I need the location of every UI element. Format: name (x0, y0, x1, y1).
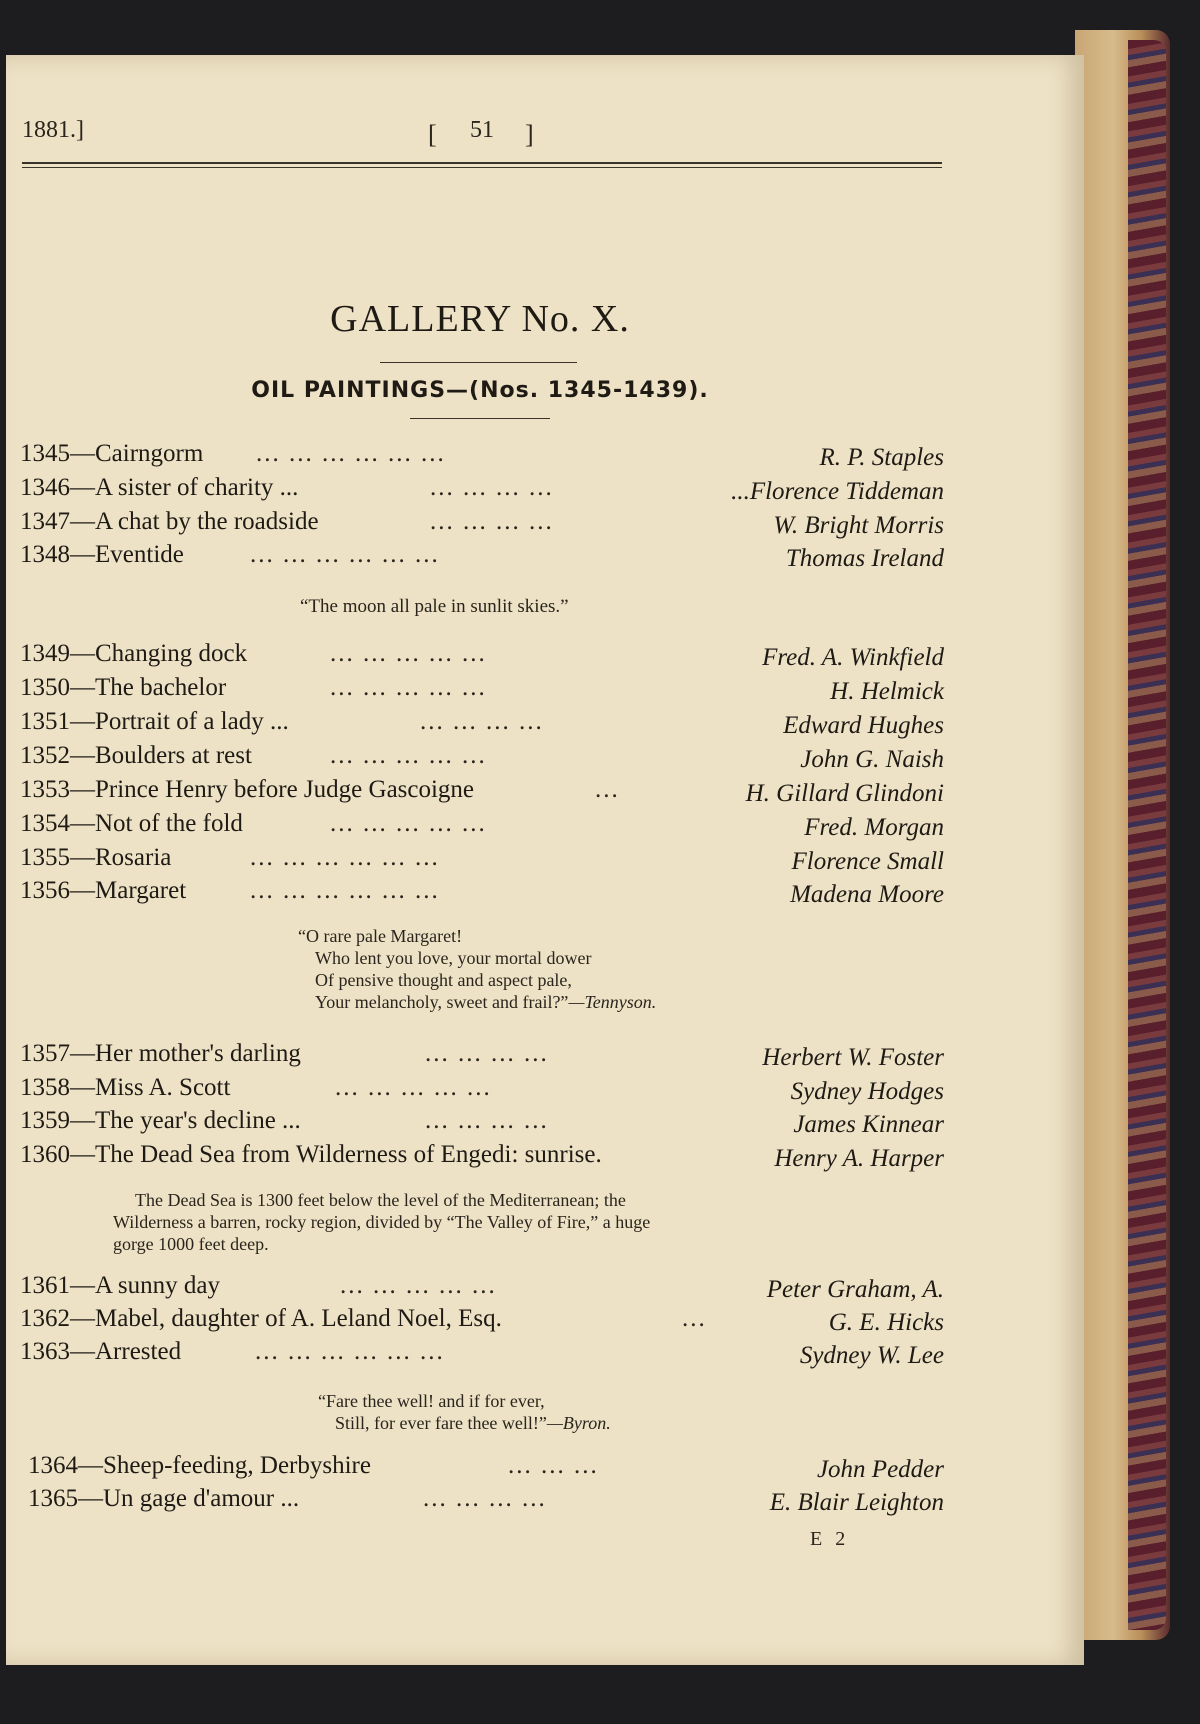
leader-dots: ... ... ... ... ... (335, 1074, 492, 1101)
quote-margaret (298, 925, 656, 1013)
entry-title: 1349—Changing dock (20, 640, 248, 667)
catalogue-entry (20, 1040, 944, 1074)
leader-dots: ... ... ... ... (430, 474, 554, 501)
catalogue-entry (28, 1485, 944, 1519)
leader-dots: ... ... ... ... ... (330, 742, 487, 769)
entry-artist: Fred. Morgan (804, 814, 944, 841)
entry-title: 1360—The Dead Sea from Wilderness of Engedi: sunrise. (20, 1141, 602, 1168)
leader-dots: ... ... ... ... ... ... (250, 541, 440, 568)
leader-dots: ... ... ... ... ... ... (256, 440, 446, 467)
gallery-title: GALLERY No. X. (330, 298, 630, 340)
leader-dots: ... ... ... ... ... (330, 640, 487, 667)
quote-attribution: —Tennyson. (568, 992, 657, 1012)
section-subtitle: OIL PAINTINGS—(Nos. 1345-1439). (251, 378, 709, 403)
catalogue-entry (20, 708, 944, 742)
quote-line: Still, for ever fare thee well!” (335, 1413, 547, 1433)
catalogue-entry (20, 1272, 944, 1306)
entry-artist: Sydney Hodges (790, 1078, 944, 1105)
page-number: 51 (470, 117, 494, 143)
header-bracket-open: [ (428, 120, 437, 149)
header-bracket-close: ] (525, 120, 534, 149)
catalogue-entry (20, 1338, 944, 1372)
catalogue-entry (20, 474, 944, 508)
entry-artist: Henry A. Harper (774, 1145, 944, 1172)
entry-title: 1362—Mabel, daughter of A. Leland Noel, Esq. (20, 1305, 502, 1332)
leader-dots: ... ... ... ... ... (330, 674, 487, 701)
entry-artist: H. Gillard Glindoni (745, 780, 944, 807)
catalogue-entry (20, 674, 944, 708)
catalogue-entry (20, 1107, 944, 1141)
catalogue-entry (28, 1452, 944, 1486)
entry-title: 1352—Boulders at rest (20, 742, 252, 769)
entry-title: 1365—Un gage d'amour ... (28, 1485, 300, 1512)
entry-title: 1363—Arrested (20, 1338, 182, 1365)
note-line: The Dead Sea is 1300 feet below the level of the Mediterranean; the (135, 1190, 626, 1210)
leader-dots: ... ... ... ... ... ... (250, 877, 440, 904)
entry-title: 1358—Miss A. Scott (20, 1074, 231, 1101)
entry-artist: Fred. A. Winkfield (762, 644, 944, 671)
catalogue-entry (20, 440, 944, 474)
header-rule (22, 162, 942, 164)
note-dead-sea (113, 1189, 873, 1255)
catalogue-entry (20, 844, 944, 878)
catalogue-entry (20, 776, 944, 810)
leader-dots: ... (682, 1305, 707, 1332)
entry-artist: Thomas Ireland (785, 545, 944, 572)
entry-title: 1353—Prince Henry before Judge Gascoigne (20, 776, 475, 803)
leader-dots: ... ... ... ... (425, 1107, 549, 1134)
entry-title: 1347—A chat by the roadside (20, 508, 319, 535)
entry-artist: Sydney W. Lee (799, 1342, 944, 1369)
entry-artist: H. Helmick (830, 678, 944, 705)
entry-artist: Edward Hughes (783, 712, 944, 739)
leader-dots: ... ... ... ... (420, 708, 544, 735)
leader-dots: ... ... ... ... (430, 508, 554, 535)
entry-title: 1354—Not of the fold (20, 810, 243, 837)
entry-artist: John Pedder (816, 1456, 944, 1483)
entry-artist: Herbert W. Foster (762, 1044, 944, 1071)
quote-line: Who lent you love, your mortal dower (315, 948, 592, 968)
entry-title: 1346—A sister of charity ... (20, 474, 299, 501)
marbled-edge (1128, 40, 1166, 1630)
catalogue-entry (20, 1305, 944, 1339)
entry-artist: Peter Graham, A. (766, 1276, 944, 1303)
leader-dots: ... ... ... ... (423, 1485, 547, 1512)
catalogue-entry (20, 640, 944, 674)
leader-dots: ... ... ... (508, 1452, 599, 1479)
quote-attribution: —Byron. (546, 1413, 611, 1433)
header-rule-thin (22, 167, 942, 168)
quote-byron (318, 1390, 611, 1434)
catalogue-entry (20, 1074, 944, 1108)
entry-artist: Florence Small (791, 848, 944, 875)
entry-artist: W. Bright Morris (773, 512, 944, 539)
note-line: gorge 1000 feet deep. (113, 1234, 269, 1254)
catalogue-entry (20, 810, 944, 844)
catalogue-entry (20, 541, 944, 575)
catalogue-entry (20, 508, 944, 542)
entry-artist: ...Florence Tiddeman (731, 478, 944, 505)
entry-title: 1359—The year's decline ... (20, 1107, 301, 1134)
entry-artist: R. P. Staples (819, 444, 944, 471)
quote-moon: “The moon all pale in sunlit skies.” (300, 596, 569, 617)
quote-line: “O rare pale Margaret! (298, 926, 463, 946)
leader-dots: ... ... ... ... ... (340, 1272, 497, 1299)
entry-title: 1351—Portrait of a lady ... (20, 708, 289, 735)
entry-artist: G. E. Hicks (828, 1309, 944, 1336)
entry-title: 1345—Cairngorm (20, 440, 204, 467)
quote-line: “Fare thee well! and if for ever, (318, 1391, 545, 1411)
title-rule (380, 362, 577, 363)
header-year: 1881.] (22, 117, 84, 143)
entry-title: 1364—Sheep-feeding, Derbyshire (28, 1452, 371, 1479)
entry-artist: John G. Naish (800, 746, 944, 773)
quote-line: Of pensive thought and aspect pale, (315, 970, 572, 990)
entry-artist: Madena Moore (790, 881, 944, 908)
subtitle-rule (410, 418, 550, 419)
leader-dots: ... ... ... ... ... ... (250, 844, 440, 871)
leader-dots: ... ... ... ... ... ... (255, 1338, 445, 1365)
entry-artist: James Kinnear (793, 1111, 944, 1138)
entry-title: 1361—A sunny day (20, 1272, 220, 1299)
leader-dots: ... (595, 776, 620, 803)
entry-title: 1356—Margaret (20, 877, 187, 904)
entry-title: 1350—The bachelor (20, 674, 227, 701)
entry-title: 1355—Rosaria (20, 844, 172, 871)
leader-dots: ... ... ... ... ... (330, 810, 487, 837)
catalogue-entry (20, 742, 944, 776)
note-line: Wilderness a barren, rocky region, divided by “The Valley of Fire,” a huge (113, 1212, 651, 1232)
entry-title: 1348—Eventide (20, 541, 184, 568)
catalogue-entry (20, 1141, 944, 1175)
signature-mark: E 2 (810, 1528, 850, 1550)
entry-title: 1357—Her mother's darling (20, 1040, 301, 1067)
leader-dots: ... ... ... ... (425, 1040, 549, 1067)
entry-artist: E. Blair Leighton (769, 1489, 944, 1516)
quote-line: Your melancholy, sweet and frail?” (315, 992, 569, 1012)
catalogue-entry (20, 877, 944, 911)
